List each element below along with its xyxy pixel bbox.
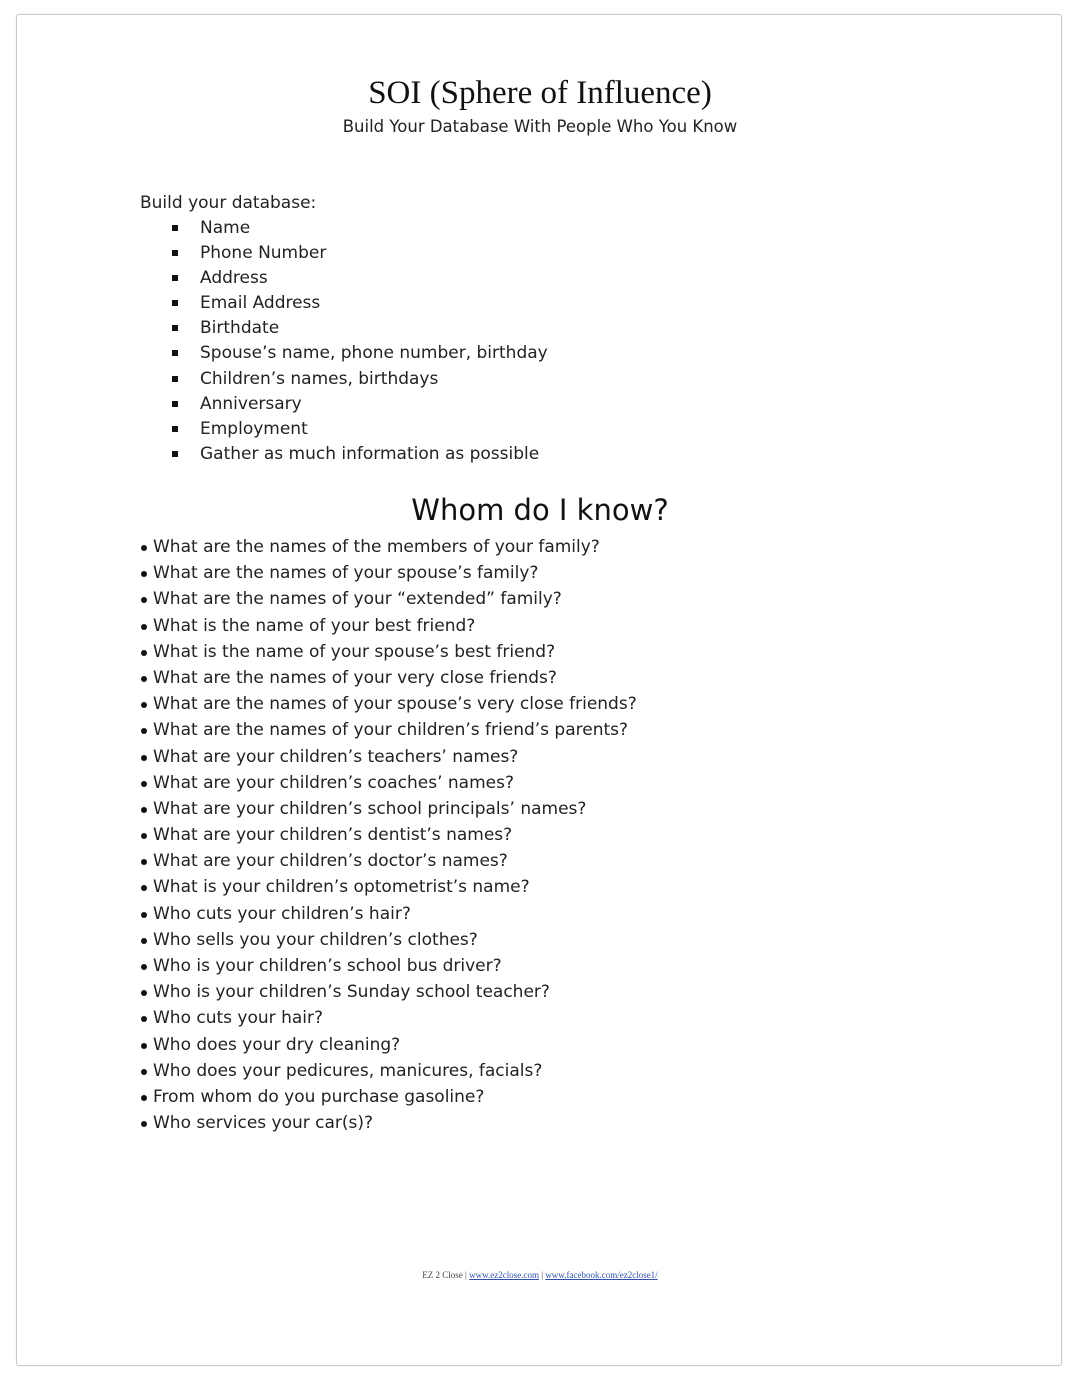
round-bullet-icon	[141, 545, 147, 551]
question-item	[140, 639, 637, 665]
question-text: What are your children’s school principals’ names?	[153, 798, 587, 819]
question-text: Who does your pedicures, manicures, facials?	[153, 1060, 543, 1081]
round-bullet-icon	[141, 1043, 147, 1049]
question-text: Who is your children’s Sunday school teacher?	[153, 982, 550, 1003]
document-title: SOI (Sphere of Influence)	[368, 75, 712, 111]
database-item	[172, 241, 548, 266]
round-bullet-icon	[141, 885, 147, 891]
round-bullet-icon	[141, 1069, 147, 1075]
question-item	[140, 744, 637, 770]
question-item	[140, 560, 637, 586]
round-bullet-icon	[141, 676, 147, 682]
footer-company: EZ 2 Close	[422, 1270, 463, 1280]
footer	[0, 1270, 1080, 1280]
round-bullet-icon	[141, 571, 147, 577]
database-item-text: Spouse’s name, phone number, birthday	[200, 343, 548, 364]
question-text: Who does your dry cleaning?	[153, 1034, 401, 1055]
question-item	[140, 979, 637, 1005]
questions-list	[140, 534, 637, 1136]
database-items-list	[172, 216, 548, 467]
footer-separator: |	[465, 1270, 467, 1280]
database-item	[172, 442, 548, 467]
question-text: From whom do you purchase gasoline?	[153, 1086, 485, 1107]
footer-separator-2: |	[541, 1270, 544, 1280]
question-item	[140, 848, 637, 874]
database-item-text: Children’s names, birthdays	[200, 368, 439, 389]
question-item	[140, 1084, 637, 1110]
round-bullet-icon	[141, 859, 147, 865]
round-bullet-icon	[141, 650, 147, 656]
square-bullet-icon	[172, 275, 178, 281]
round-bullet-icon	[141, 938, 147, 944]
question-text: What are your children’s doctor’s names?	[153, 851, 508, 872]
question-text: What are the names of your children’s friend’s parents?	[153, 720, 629, 741]
round-bullet-icon	[141, 624, 147, 630]
question-item	[140, 613, 637, 639]
square-bullet-icon	[172, 401, 178, 407]
square-bullet-icon	[172, 325, 178, 331]
round-bullet-icon	[141, 702, 147, 708]
question-text: Who is your children’s school bus driver?	[153, 956, 502, 976]
square-bullet-icon	[172, 250, 178, 256]
database-item-text: Gather as much information as possible	[200, 443, 540, 464]
document-subtitle: Build Your Database With People Who You Know	[342, 117, 738, 136]
question-item	[140, 1032, 637, 1058]
round-bullet-icon	[141, 807, 147, 813]
database-item	[172, 417, 548, 442]
round-bullet-icon	[141, 781, 147, 787]
database-item-text: Birthdate	[200, 318, 280, 339]
question-item	[140, 953, 637, 979]
question-text: What are the names of your spouse’s very close friends?	[153, 694, 637, 715]
question-text: Who services your car(s)?	[153, 1113, 374, 1134]
square-bullet-icon	[172, 376, 178, 382]
question-item	[140, 1058, 637, 1084]
square-bullet-icon	[172, 225, 178, 231]
question-text: What are your children’s dentist’s names?	[153, 825, 513, 846]
database-item-text: Phone Number	[200, 243, 327, 264]
question-item	[140, 586, 637, 612]
square-bullet-icon	[172, 426, 178, 432]
footer-facebook-link[interactable]: www.facebook.com/ez2close1/	[545, 1270, 658, 1280]
round-bullet-icon	[141, 912, 147, 918]
round-bullet-icon	[141, 1121, 147, 1127]
database-item-text: Email Address	[200, 293, 321, 314]
square-bullet-icon	[172, 300, 178, 306]
question-text: What are the names of your spouse’s family?	[153, 563, 539, 584]
question-text: What is the name of your spouse’s best friend?	[153, 641, 556, 662]
whom-do-i-know-heading: Whom do I know?	[411, 493, 669, 527]
question-item	[140, 534, 637, 560]
database-item-text: Address	[200, 268, 268, 289]
question-text: What are the names of your “extended” family?	[153, 589, 562, 610]
question-item	[140, 691, 637, 717]
database-item-text: Anniversary	[200, 393, 302, 414]
database-item	[172, 341, 548, 366]
question-text: What are the names of the members of your family?	[153, 537, 600, 557]
round-bullet-icon	[141, 833, 147, 839]
question-item	[140, 822, 637, 848]
question-text: Who cuts your hair?	[153, 1008, 323, 1029]
database-item-text: Employment	[200, 418, 308, 439]
round-bullet-icon	[141, 990, 147, 996]
question-item	[140, 927, 637, 953]
database-item	[172, 291, 548, 316]
database-item	[172, 216, 548, 241]
square-bullet-icon	[172, 451, 178, 457]
question-text: What are your children’s coaches’ names?	[153, 772, 514, 793]
database-item	[172, 392, 548, 417]
question-item	[140, 717, 637, 743]
round-bullet-icon	[141, 1095, 147, 1101]
question-item	[140, 796, 637, 822]
round-bullet-icon	[141, 755, 147, 761]
round-bullet-icon	[141, 1016, 147, 1022]
question-item	[140, 1005, 637, 1031]
footer-website-link[interactable]: www.ez2close.com	[469, 1270, 539, 1280]
question-text: What is the name of your best friend?	[153, 615, 476, 636]
question-item	[140, 1110, 637, 1136]
round-bullet-icon	[141, 597, 147, 603]
database-item	[172, 367, 548, 392]
database-item-text: Name	[200, 218, 251, 238]
question-item	[140, 665, 637, 691]
question-item	[140, 770, 637, 796]
question-item	[140, 901, 637, 927]
round-bullet-icon	[141, 728, 147, 734]
question-text: Who cuts your children’s hair?	[153, 903, 411, 924]
question-text: What is your children’s optometrist’s name?	[153, 877, 530, 898]
question-item	[140, 874, 637, 900]
square-bullet-icon	[172, 350, 178, 356]
round-bullet-icon	[141, 964, 147, 970]
question-text: What are the names of your very close friends?	[153, 667, 557, 688]
question-text: What are your children’s teachers’ names?	[153, 746, 519, 767]
question-text: Who sells you your children’s clothes?	[153, 929, 478, 950]
database-label: Build your database:	[140, 193, 317, 213]
database-item	[172, 316, 548, 341]
database-item	[172, 266, 548, 291]
